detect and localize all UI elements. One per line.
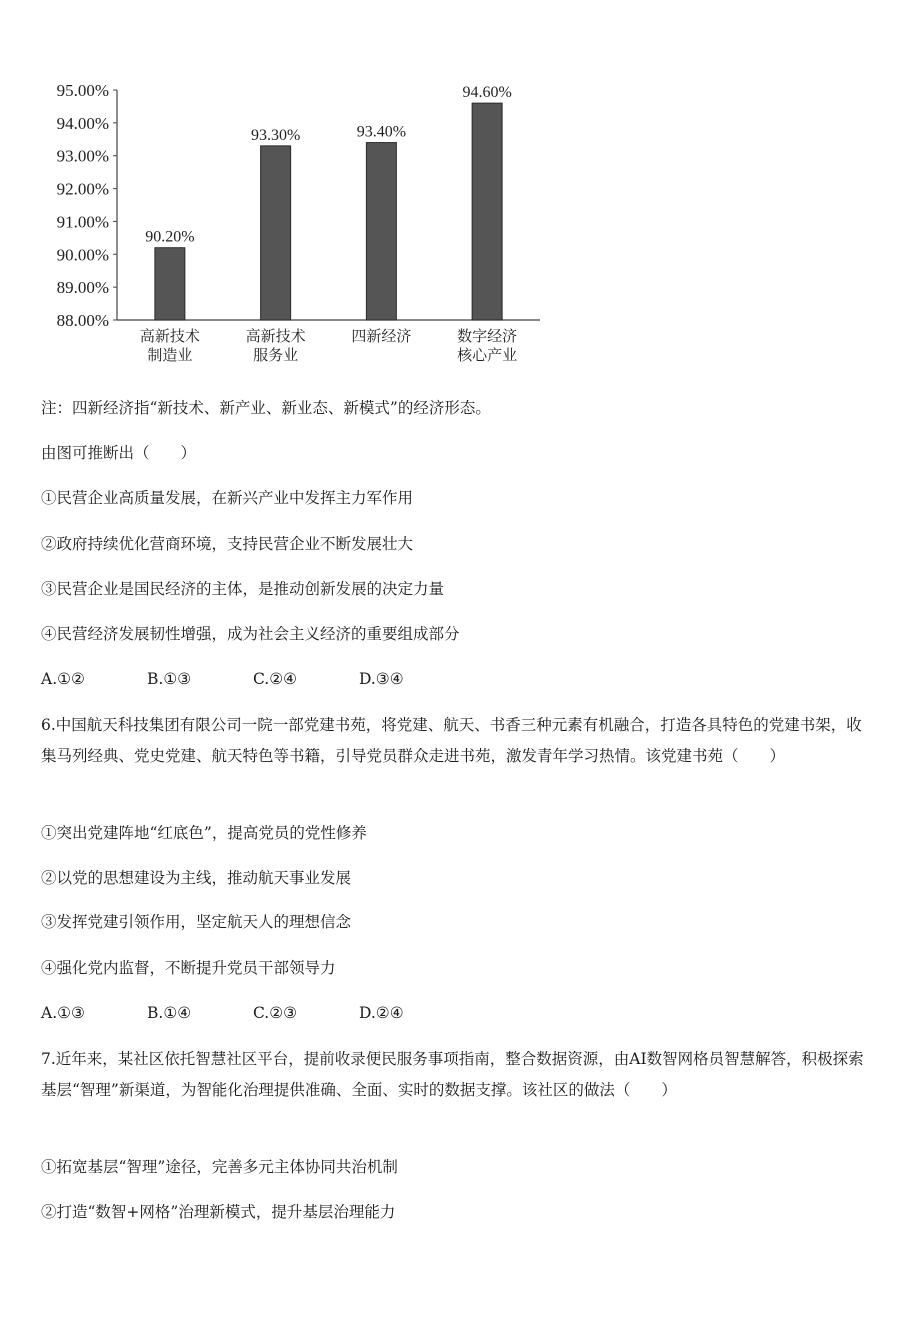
q6-item-2: ②以党的思想建设为主线，推动航天事业发展	[41, 869, 352, 887]
data-label: 90.20%	[145, 228, 195, 246]
y-tick-label: 93.00%	[56, 146, 109, 166]
q5-option-a: A.①②	[41, 670, 85, 688]
y-tick-label: 88.00%	[56, 311, 109, 330]
q6-option-a: A.①③	[41, 1004, 85, 1022]
q5-stem: 由图可推断出（ ）	[41, 444, 197, 462]
category-label: 制造业	[147, 346, 193, 364]
y-tick-labels	[57, 81, 109, 330]
category-label: 高新技术	[139, 327, 200, 345]
q6-stem: 6.中国航天科技集团有限公司一院一部党建书苑，将党建、航天、书香三种元素有机融合，打造各具特色的党建书架，收集马列经典、党史党建、航天特色等书籍，引导党员群众走进书苑，激发青年学习热情。该党建书苑（ ）	[41, 716, 862, 765]
data-label: 93.30%	[250, 126, 301, 144]
q5-option-d: D.③④	[359, 670, 404, 688]
q6-item-1: ①突出党建阵地“红底色”，提高党员的党性修养	[41, 824, 367, 842]
q7-item-2: ②打造“数智+网格”治理新模式，提升基层治理能力	[41, 1203, 396, 1221]
category-label: 高新技术	[245, 327, 306, 345]
q6-options	[41, 1002, 465, 1024]
q6-item-3: ③发挥党建引领作用，坚定航天人的理想信念	[41, 913, 352, 931]
category-labels	[140, 327, 517, 364]
y-tick-label: 91.00%	[56, 212, 109, 232]
q5-item-3: ③民营企业是国民经济的主体，是推动创新发展的决定力量	[41, 580, 445, 598]
data-label: 93.40%	[356, 123, 407, 141]
data-label: 94.60%	[462, 84, 512, 102]
category-label: 服务业	[253, 346, 299, 364]
category-label: 数字经济	[457, 327, 518, 345]
y-tick-label: 90.00%	[56, 245, 109, 265]
y-tick-label: 94.00%	[56, 113, 109, 133]
bar	[366, 143, 396, 320]
y-tick-label: 95.00%	[56, 81, 109, 100]
data-labels	[145, 84, 512, 246]
q6-option-b: B.①④	[147, 1004, 192, 1022]
y-tick-label: 89.00%	[56, 278, 109, 298]
category-label: 四新经济	[351, 327, 412, 345]
q5-option-b: B.①③	[147, 670, 192, 688]
q5-options	[41, 668, 465, 690]
category-label: 核心产业	[457, 346, 518, 364]
q5-item-2: ②政府持续优化营商环境，支持民营企业不断发展壮大	[41, 535, 414, 553]
q7-stem: 7.近年来，某社区依托智慧社区平台，提前收录便民服务事项指南，整合数据资源，由AI数智网格员智慧解答，积极探索基层“智理”新渠道，为智能化治理提供准确、全面、实时的数据支撑。该社区的做法（ ）	[41, 1050, 864, 1099]
q6-item-4: ④强化党内监督，不断提升党员干部领导力	[41, 959, 336, 977]
y-tick-label: 92.00%	[56, 179, 109, 199]
q6-option-c: C.②③	[253, 1004, 298, 1022]
q5-item-4: ④民营经济发展韧性增强，成为社会主义经济的重要组成部分	[41, 625, 460, 643]
q7-item-1: ①拓宽基层“智理”途径，完善多元主体协同共治机制	[41, 1158, 398, 1176]
chart-note: 注：四新经济指“新技术、新产业、新业态、新模式”的经济形态。	[41, 399, 491, 417]
q5-option-c: C.②④	[253, 670, 298, 688]
chart-bars	[155, 103, 502, 320]
bar	[472, 103, 502, 320]
bar-chart	[30, 70, 570, 370]
q5-item-1: ①民营企业高质量发展，在新兴产业中发挥主力军作用	[41, 489, 414, 507]
q6-option-d: D.②④	[359, 1004, 404, 1022]
bar	[155, 248, 185, 320]
bar	[261, 146, 291, 320]
